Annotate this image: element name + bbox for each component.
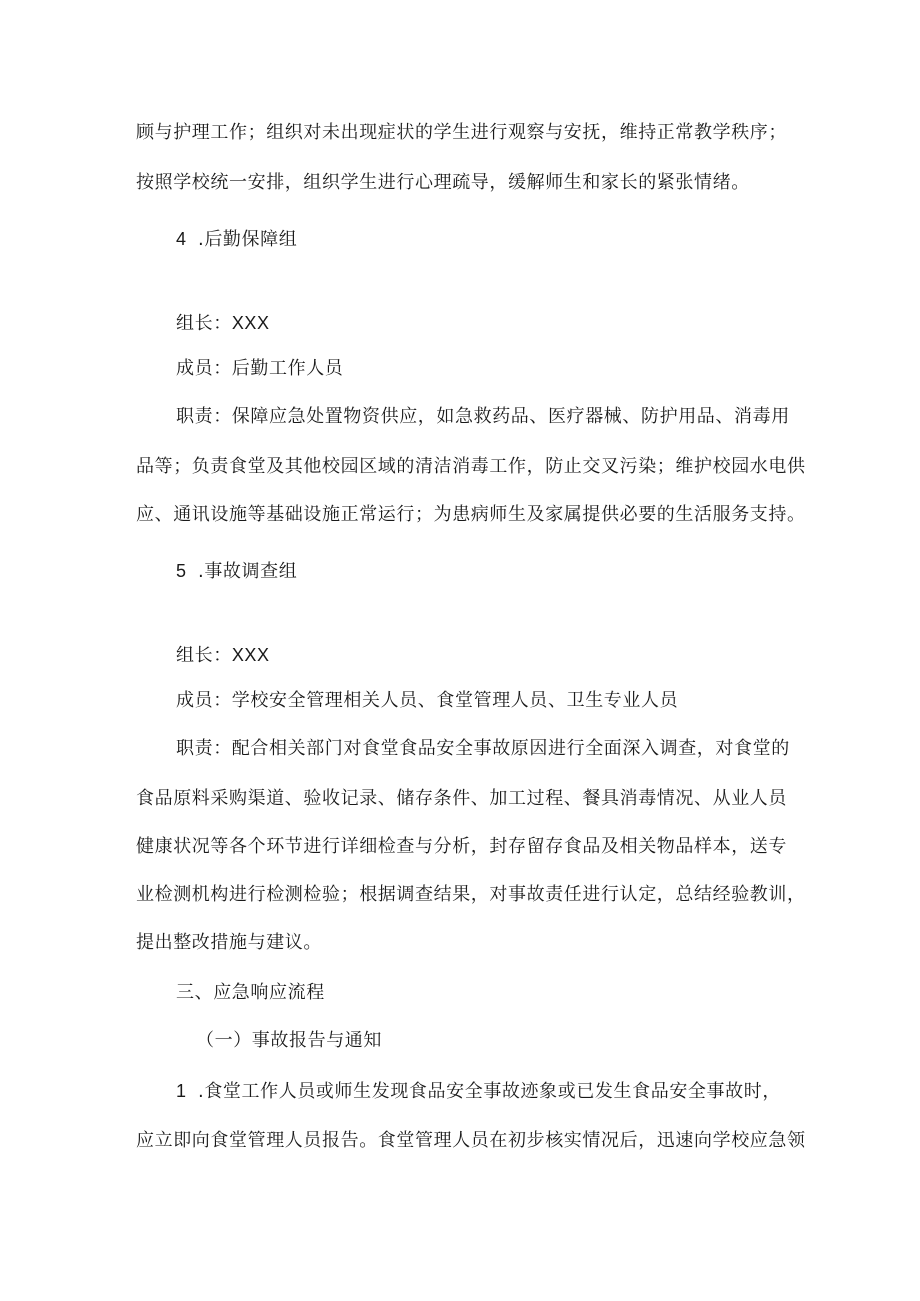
group4-duty-line: 应、通讯设施等基础设施正常运行；为患病师生及家属提供必要的生活服务支持。 xyxy=(136,504,806,525)
item1-line: 应立即向食堂管理人员报告。食堂管理人员在初步核实情况后，迅速向学校应急领 xyxy=(136,1130,806,1151)
group5-duty-line: 食品原料采购渠道、验收记录、储存条件、加工过程、餐具消毒情况、从业人员 xyxy=(136,788,787,809)
group5-leader xyxy=(176,643,840,668)
paragraph-line: 按照学校统一安排，组织学生进行心理疏导，缓解师生和家长的紧张情绪。 xyxy=(136,172,750,193)
group5-duty-line: 职责：配合相关部门对食堂食品安全事故原因进行全面深入调查，对食堂的 xyxy=(176,738,790,759)
group4-duty-line: 职责：保障应急处置物资供应，如急救药品、医疗器械、防护用品、消毒用 xyxy=(176,406,790,427)
group5-leader-label: 组长： xyxy=(176,645,232,666)
group4-title: .后勤保障组 xyxy=(198,229,298,250)
section-title: 三、应急响应流程 xyxy=(176,982,325,1003)
group5-title: .事故调查组 xyxy=(198,561,298,582)
group4-members: 成员：后勤工作人员 xyxy=(176,358,344,379)
group4-duty-line: 品等；负责食堂及其他校园区域的清洁消毒工作，防止交叉污染；维护校园水电供 xyxy=(136,456,806,477)
group4-leader-label: 组长： xyxy=(176,313,232,334)
group4-number: 4 xyxy=(176,229,187,249)
group5-members: 成员：学校安全管理相关人员、食堂管理人员、卫生专业人员 xyxy=(176,690,679,711)
subsection-title: （一）事故报告与通知 xyxy=(196,1030,382,1051)
group4-leader-value: XXX xyxy=(231,313,270,333)
paragraph-line: 顾与护理工作；组织对未出现症状的学生进行观察与安抚，维持正常教学秩序； xyxy=(136,122,787,143)
item1-number: 1 xyxy=(176,1081,187,1101)
item1-text: .食堂工作人员或师生发现食品安全事故迹象或已发生食品安全事故时， xyxy=(198,1081,781,1102)
group5-number: 5 xyxy=(176,561,187,581)
item1-line xyxy=(176,1079,840,1104)
group5-duty-line: 健康状况等各个环节进行详细检查与分析，封存留存食品及相关物品样本，送专 xyxy=(136,836,787,857)
group5-duty-line: 提出整改措施与建议。 xyxy=(136,932,322,953)
group5-leader-value: XXX xyxy=(231,645,270,665)
group4-heading xyxy=(176,227,840,252)
group5-duty-line: 业检测机构进行检测检验；根据调查结果，对事故责任进行认定，总结经验教训， xyxy=(136,884,806,905)
group5-heading xyxy=(176,559,840,584)
group4-leader xyxy=(176,311,840,336)
